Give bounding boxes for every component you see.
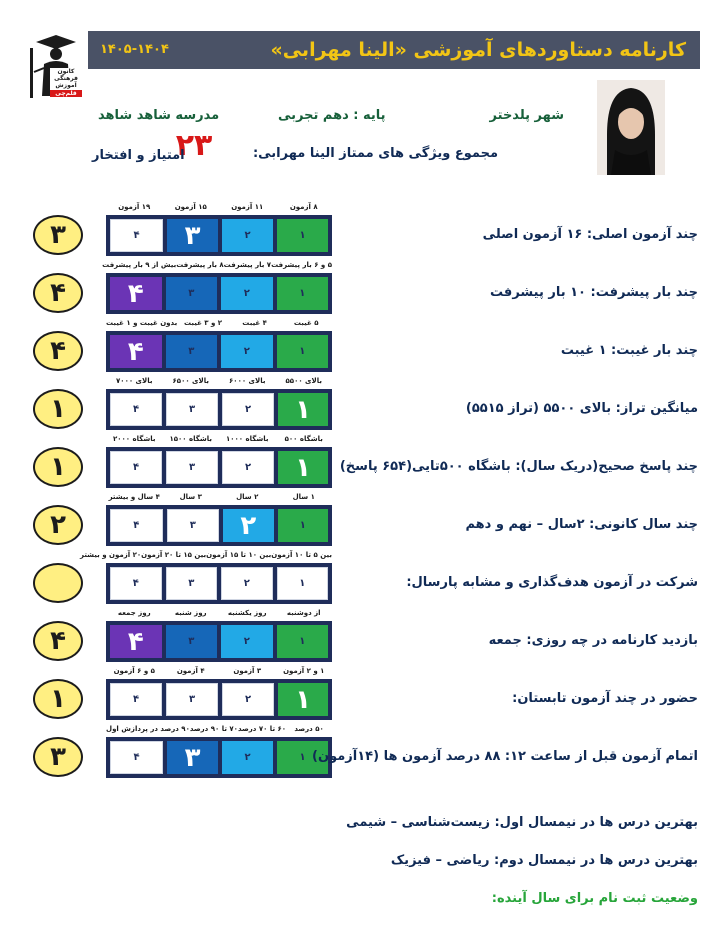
level-label: ۷ بار پیشرفت	[223, 261, 272, 269]
level-label: باشگاه ۱۰۰۰	[225, 435, 269, 443]
level-label: ۱۱ آزمون	[231, 203, 264, 211]
level-label: ۱ و ۲ آزمون	[283, 667, 325, 675]
level-cell: ۲	[221, 277, 273, 310]
level-cell: ۲	[222, 393, 274, 426]
row-labels	[106, 377, 332, 389]
level-cell: ۱	[278, 451, 328, 484]
logo-line-2: فرهنگی	[54, 75, 78, 82]
level-label: ۱۹ آزمون	[118, 203, 151, 211]
score-circle: ۱	[33, 679, 83, 719]
level-label: ۵ و ۶ بار پیشرفت	[271, 261, 332, 269]
level-label: بین ۱۵ تا ۲۰ آزمون	[141, 551, 207, 559]
title-banner	[88, 31, 700, 69]
level-cell: ۴	[110, 393, 162, 426]
level-cell: ۲	[223, 509, 274, 542]
kanoon-logo	[24, 32, 82, 102]
level-label: ۹۰ درصد در پردازش اول	[106, 725, 190, 733]
level-label: بدون غیبت و ۱ غیبت	[106, 319, 178, 327]
level-label: ۵ غیبت	[293, 319, 319, 327]
best-subjects-second-half: بهترین درس ها در نیمسال دوم: ریاضی – فیزیک	[390, 853, 698, 868]
level-label: ۵ و ۶ آزمون	[113, 667, 155, 675]
level-cell: ۴	[110, 277, 162, 310]
level-grid	[106, 563, 332, 604]
level-cell: ۳	[166, 393, 218, 426]
score-circle: ۴	[33, 273, 83, 313]
level-label: ۴ آزمون	[176, 667, 205, 675]
registration-status: وضعیت ثبت نام برای سال آینده:	[491, 891, 698, 906]
level-cell: ۴	[110, 335, 162, 368]
achievement-question: چند سال کانونی: ۲سال – نهم و دهم	[465, 517, 698, 532]
level-label: ۲ و ۳ غیبت	[183, 319, 223, 327]
level-label: بیش از ۹ بار پیشرفت	[102, 261, 177, 269]
level-cell: ۱	[277, 741, 328, 774]
level-label: باشگاه ۱۵۰۰	[169, 435, 212, 443]
level-cell: ۳	[166, 683, 218, 716]
level-cell: ۳	[167, 509, 220, 542]
level-label: روز شنبه	[174, 609, 207, 617]
score-circle: ۱	[33, 447, 83, 487]
achievement-question: حضور در چند آزمون تابستان:	[512, 691, 698, 706]
level-cell: ۴	[110, 567, 162, 600]
level-label: ۲۰ آزمون و بیشتر	[79, 551, 142, 559]
level-cell: ۴	[110, 451, 162, 484]
level-label: بالای ۵۵۰۰	[285, 377, 322, 385]
level-label: ۶۰ تا ۷۰ درصد	[237, 725, 287, 733]
row-labels	[106, 319, 332, 331]
level-label: ۲ سال	[236, 493, 259, 501]
level-cell: ۳	[166, 451, 218, 484]
excellence-label: امتیاز و افتخار	[92, 148, 185, 163]
level-label: ۱ سال	[292, 493, 315, 501]
student-portrait-icon	[597, 80, 665, 175]
score-circle: ۳	[33, 215, 83, 255]
level-grid	[106, 737, 332, 778]
score-circle	[33, 563, 83, 603]
level-label: بالای ۷۰۰۰	[116, 377, 153, 385]
level-cell: ۲	[222, 683, 274, 716]
student-grade: پایه : دهم تجربی	[278, 108, 386, 123]
level-cell: ۲	[222, 741, 273, 774]
level-cell: ۳	[166, 335, 218, 368]
level-cell: ۲	[222, 451, 274, 484]
score-circle: ۲	[33, 505, 83, 545]
logo-tag: قلم‌چی	[50, 90, 82, 97]
level-cell: ۱	[277, 219, 328, 252]
level-cell: ۴	[110, 509, 163, 542]
achievement-question: اتمام آزمون قبل از ساعت ۱۲: ۸۸ درصد آزمون ها (۱۴آزمون)	[312, 749, 698, 764]
level-label: ۷۰ تا ۹۰ درصد	[189, 725, 238, 733]
level-cell: ۳	[166, 567, 218, 600]
score-circle: ۴	[33, 621, 83, 661]
level-cell: ۳	[167, 219, 218, 252]
level-cell: ۲	[221, 335, 273, 368]
academic-years: ۱۴۰۵-۱۴۰۴	[100, 42, 169, 57]
score-circle: ۱	[33, 389, 83, 429]
achievement-question: چند پاسخ صحیح(دریک سال): باشگاه ۵۰۰تایی(۶۵۴ پاسخ)	[339, 459, 698, 474]
row-labels	[106, 203, 332, 215]
level-grid	[106, 621, 332, 662]
logo-line-3: آموزش	[55, 82, 77, 89]
level-label: روز یکشنبه	[227, 609, 267, 617]
row-labels	[106, 725, 332, 737]
level-label: بالای ۶۰۰۰	[229, 377, 266, 385]
level-cell: ۴	[110, 683, 162, 716]
row-labels	[106, 493, 332, 505]
level-label: بین ۵ تا ۱۰ آزمون	[271, 551, 332, 559]
level-label: ۱۵ آزمون	[174, 203, 207, 211]
level-label: روز جمعه	[117, 609, 151, 617]
achievement-question: میانگین تراز: بالای ۵۵۰۰ (تراز ۵۵۱۵)	[465, 401, 698, 416]
best-subjects-first-half: بهترین درس ها در نیمسال اول: زیست‌شناسی – شیمی	[346, 815, 698, 830]
excellence-count: ۲۳	[175, 128, 213, 163]
level-grid	[106, 679, 332, 720]
level-cell: ۴	[110, 741, 163, 774]
level-label: بالای ۶۵۰۰	[172, 377, 209, 385]
student-school: مدرسه شاهد شاهد	[98, 108, 220, 123]
achievement-question: بازدید کارنامه در چه روزی: جمعه	[488, 633, 698, 648]
level-cell: ۱	[277, 567, 329, 600]
row-labels	[106, 667, 332, 679]
level-label: ۸ بار پیشرفت	[176, 261, 224, 269]
level-label: ۳ آزمون	[233, 667, 262, 675]
row-labels	[106, 435, 332, 447]
level-grid	[106, 215, 332, 256]
level-cell: ۱	[277, 625, 329, 658]
student-photo	[597, 80, 665, 175]
level-cell: ۲	[221, 567, 273, 600]
achievement-question: چند آزمون اصلی: ۱۶ آزمون اصلی	[482, 227, 698, 242]
score-circle: ۴	[33, 331, 83, 371]
level-label: باشگاه ۵۰۰	[284, 435, 323, 443]
level-label: از دوشنبه	[286, 609, 321, 617]
row-labels	[102, 261, 332, 273]
level-cell: ۳	[166, 277, 218, 310]
level-label: ۴ غیبت	[242, 319, 267, 327]
student-city: شهر پلدختر	[489, 108, 564, 123]
features-label: مجموع ویژگی های ممتاز الینا مهرابی:	[252, 146, 498, 161]
level-cell: ۲	[222, 219, 273, 252]
achievement-question: چند بار غیبت: ۱ غیبت	[560, 343, 698, 358]
level-cell: ۳	[167, 741, 218, 774]
level-label: بین ۱۰ تا ۱۵ آزمون	[206, 551, 272, 559]
level-label: ۳ سال	[179, 493, 202, 501]
level-cell: ۱	[277, 277, 329, 310]
level-grid	[106, 273, 332, 314]
level-grid	[106, 331, 332, 372]
level-label: باشگاه ۲۰۰۰	[112, 435, 156, 443]
level-grid	[106, 389, 332, 430]
level-cell: ۳	[166, 625, 218, 658]
level-cell: ۴	[110, 219, 163, 252]
row-labels	[79, 551, 332, 563]
level-label: ۵۰ درصد	[294, 725, 324, 733]
level-grid	[106, 505, 332, 546]
achievement-question: چند بار پیشرفت: ۱۰ بار پیشرفت	[490, 285, 698, 300]
level-label: ۸ آزمون	[289, 203, 318, 211]
level-cell: ۴	[110, 625, 162, 658]
level-cell: ۱	[278, 509, 329, 542]
page-title: کارنامه دستاوردهای آموزشی «الینا مهرابی»	[270, 39, 686, 61]
achievement-question: شرکت در آزمون هدف‌گذاری و مشابه پارسال:	[406, 575, 698, 590]
level-cell: ۲	[221, 625, 273, 658]
score-circle: ۳	[33, 737, 83, 777]
level-cell: ۱	[278, 393, 328, 426]
level-cell: ۱	[278, 683, 328, 716]
level-label: ۴ سال و بیشتر	[108, 493, 160, 501]
logo-line-1: کانون	[57, 68, 75, 75]
level-grid	[106, 447, 332, 488]
row-labels	[106, 609, 332, 621]
level-cell: ۱	[277, 335, 329, 368]
